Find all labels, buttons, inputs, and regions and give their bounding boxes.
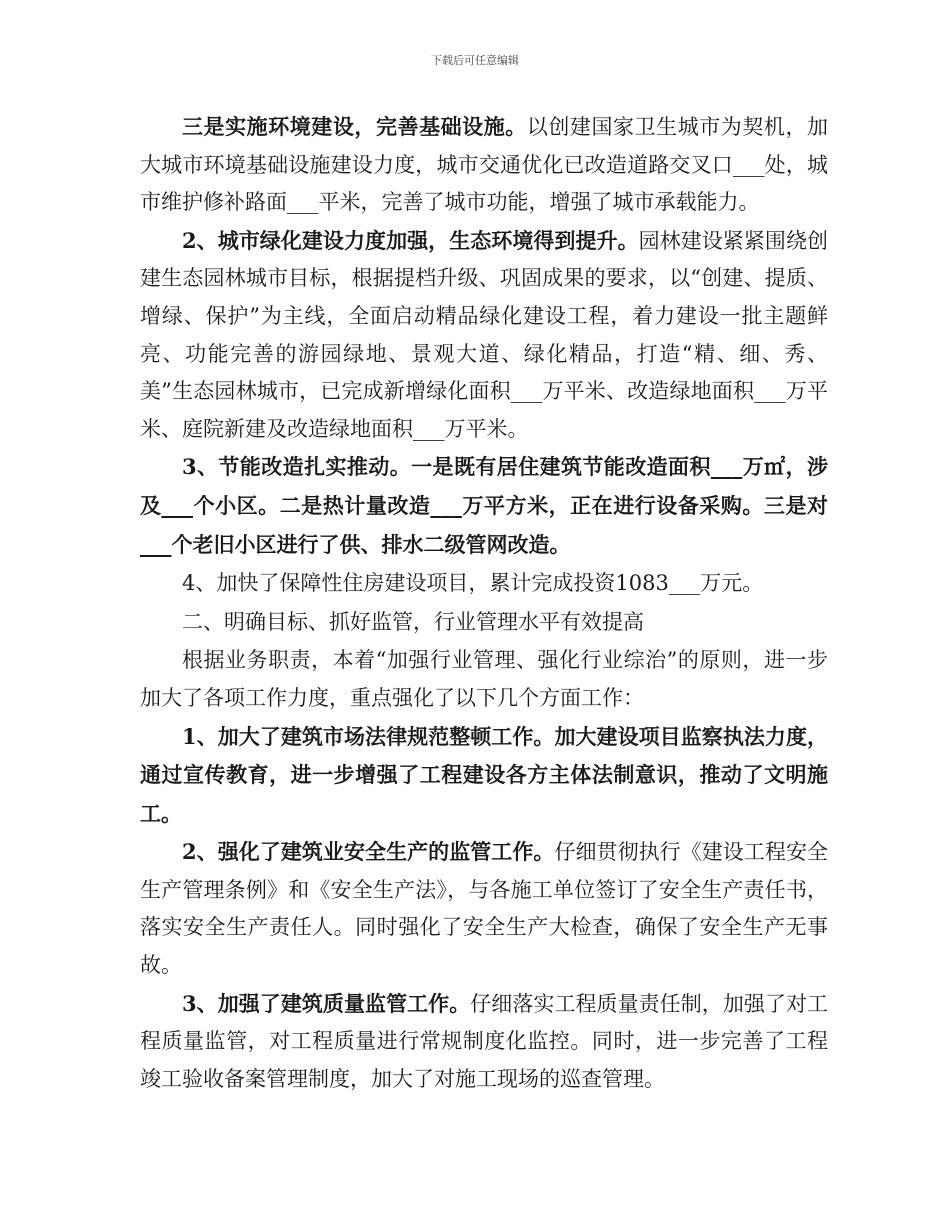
paragraph-heading: 1、加大了建筑市场法律规范整顿工作。加大建设项目监察执法力度，通过宣传教育，进一步增强了工程建设各方主体法制意识，推动了文明施工。 — [140, 723, 828, 826]
paragraph-text: 仔细贯彻执行《建设工程安全生产管理条例》和《安全生产法》，与各施工单位签订了安全生产责任书，落实安全生产责任人。同时强化了安全生产大检查，确保了安全生产无事故。 — [140, 840, 828, 978]
paragraph-text: 4、加快了保障性住房建设项目，累计完成投资1083___万元。 — [182, 571, 764, 596]
paragraph-heading: 2、城市绿化建设力度加强，生态环境得到提升。 — [182, 227, 639, 253]
paragraph-text: 以创建国家卫生城市为契机，加大城市环境基础设施建设力度，城市交通优化已改造道路交叉口___处，城市维护修补路面___平米，完善了城市功能，增强了城市承载能力。 — [140, 115, 828, 215]
paragraph-energy-saving — [140, 448, 828, 564]
paragraph-text: 仔细落实工程质量责任制，加强了对工程质量监管，对工程质量进行常规制度化监控。同时，进一步完善了工程竣工验收备案管理制度，加大了对施工现场的巡查管理。 — [140, 991, 828, 1091]
paragraph-heading: 3、加强了建筑质量监管工作。 — [182, 990, 471, 1016]
paragraph-infrastructure — [140, 108, 828, 222]
document-body — [140, 108, 828, 1098]
paragraph-housing — [140, 564, 828, 603]
section-heading-2 — [140, 603, 828, 642]
paragraph-text: 二、明确目标、抓好监管，行业管理水平有效提高 — [182, 609, 644, 634]
paragraph-greening — [140, 222, 828, 449]
paragraph-heading: 3、节能改造扎实推动。一是既有居住建筑节能改造面积___万㎡，涉及___个小区。二是热计量改造___万平方米，正在进行设备采购。三是对___个老旧小区进行了供、排水二级管网改造。 — [140, 454, 828, 557]
paragraph-text: 园林建设紧紧围绕创建生态园林城市目标，根据提档升级、巩固成果的要求，以“创建、提质、增绿、保护”为主线，全面启动精品绿化建设工程，着力建设一批主题鲜亮、功能完善的游园绿地、景观大道、绿化精品，打造“精、细、秀、美”生态园林城市，已完成新增绿化面积___万平米、改造绿地面积___万平米、庭院新建及改造绿地面积___万平米。 — [140, 228, 828, 441]
paragraph-heading: 2、强化了建筑业安全生产的监管工作。 — [182, 839, 555, 865]
page-header: 下载后可任意编辑 — [431, 54, 519, 67]
paragraph-text: 根据业务职责，本着“加强行业管理、强化行业综治”的原则，进一步加大了各项工作力度，重点强化了以下几个方面工作： — [140, 648, 828, 710]
paragraph-market-regulation — [140, 718, 828, 834]
paragraph-quality — [140, 985, 828, 1099]
paragraph-intro — [140, 641, 828, 717]
paragraph-heading: 三是实施环境建设，完善基础设施。 — [182, 114, 527, 139]
paragraph-safety — [140, 833, 828, 984]
